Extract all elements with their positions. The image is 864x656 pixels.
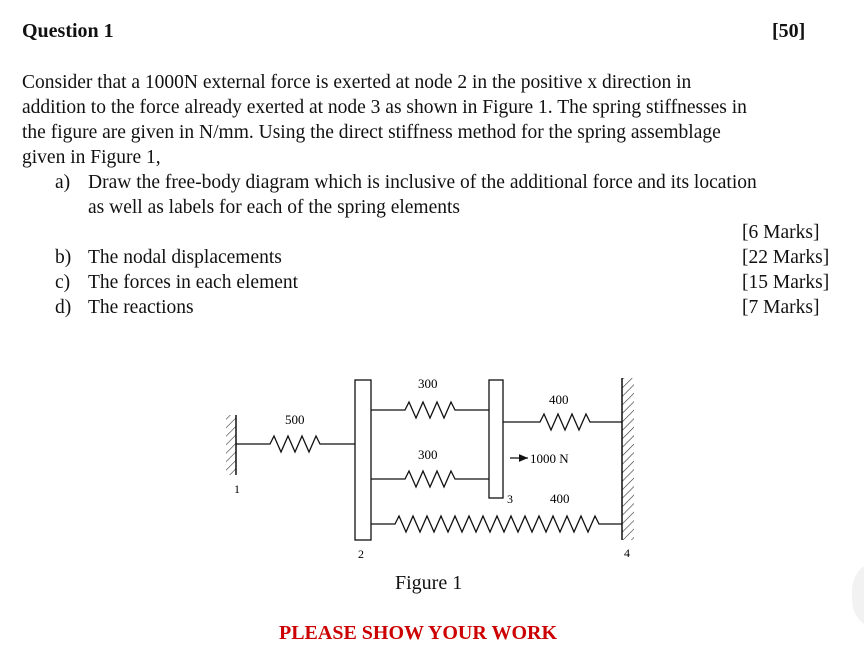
paragraph-line: the figure are given in N/mm. Using the direct stiffness method for the spring assemblage: [22, 122, 721, 143]
paragraph-line: Consider that a 1000N external force is exerted at node 2 in the positive x direction in: [22, 72, 692, 93]
part-a-marks: [6 Marks]: [742, 222, 820, 243]
part-b-marks: [22 Marks]: [742, 247, 830, 268]
show-work-notice: PLEASE SHOW YOUR WORK: [279, 622, 558, 644]
left-wall-support: [226, 415, 236, 475]
total-marks: [50]: [772, 20, 806, 42]
paragraph-line: given in Figure 1,: [22, 147, 161, 168]
spring-500: [236, 436, 355, 452]
rigid-bar-node-3: [489, 380, 503, 498]
part-label: d): [55, 297, 72, 318]
spring-400-bottom: [371, 516, 622, 532]
figure-caption: Figure 1: [395, 572, 463, 594]
spring-500-label: 500: [285, 412, 305, 427]
part-text: The nodal displacements: [88, 247, 282, 268]
spring-300-top: [371, 402, 489, 418]
node-3-label: 3: [507, 492, 513, 506]
spring-300-bottom-label: 300: [418, 447, 438, 462]
force-label: 1000 N: [530, 451, 569, 466]
spring-400-bottom-label: 400: [550, 491, 570, 506]
part-label: a): [55, 172, 71, 193]
part-text: Draw the free-body diagram which is inclusive of the additional force and its location: [88, 172, 757, 193]
part-label: b): [55, 247, 72, 268]
part-text: The reactions: [88, 297, 194, 318]
part-c-marks: [15 Marks]: [742, 272, 830, 293]
part-a-continued: as well as labels for each of the spring elements: [88, 197, 460, 218]
node-2-label: 2: [358, 547, 364, 561]
spring-300-bottom: [371, 471, 489, 487]
part-d-marks: [7 Marks]: [742, 297, 820, 318]
part-label: c): [55, 272, 71, 293]
node-1-label: 1: [234, 482, 240, 496]
question-title: Question 1: [22, 20, 114, 42]
right-wall-support: [622, 378, 634, 540]
part-text: The forces in each element: [88, 272, 299, 293]
spring-300-top-label: 300: [418, 376, 438, 391]
paragraph-line: addition to the force already exerted at node 3 as shown in Figure 1. The spring stiffnesses in: [22, 97, 747, 118]
node-4-label: 4: [624, 546, 630, 560]
rigid-bar-node-2: [355, 380, 371, 540]
spring-400-top: [503, 414, 622, 430]
spring-400-top-label: 400: [549, 392, 569, 407]
